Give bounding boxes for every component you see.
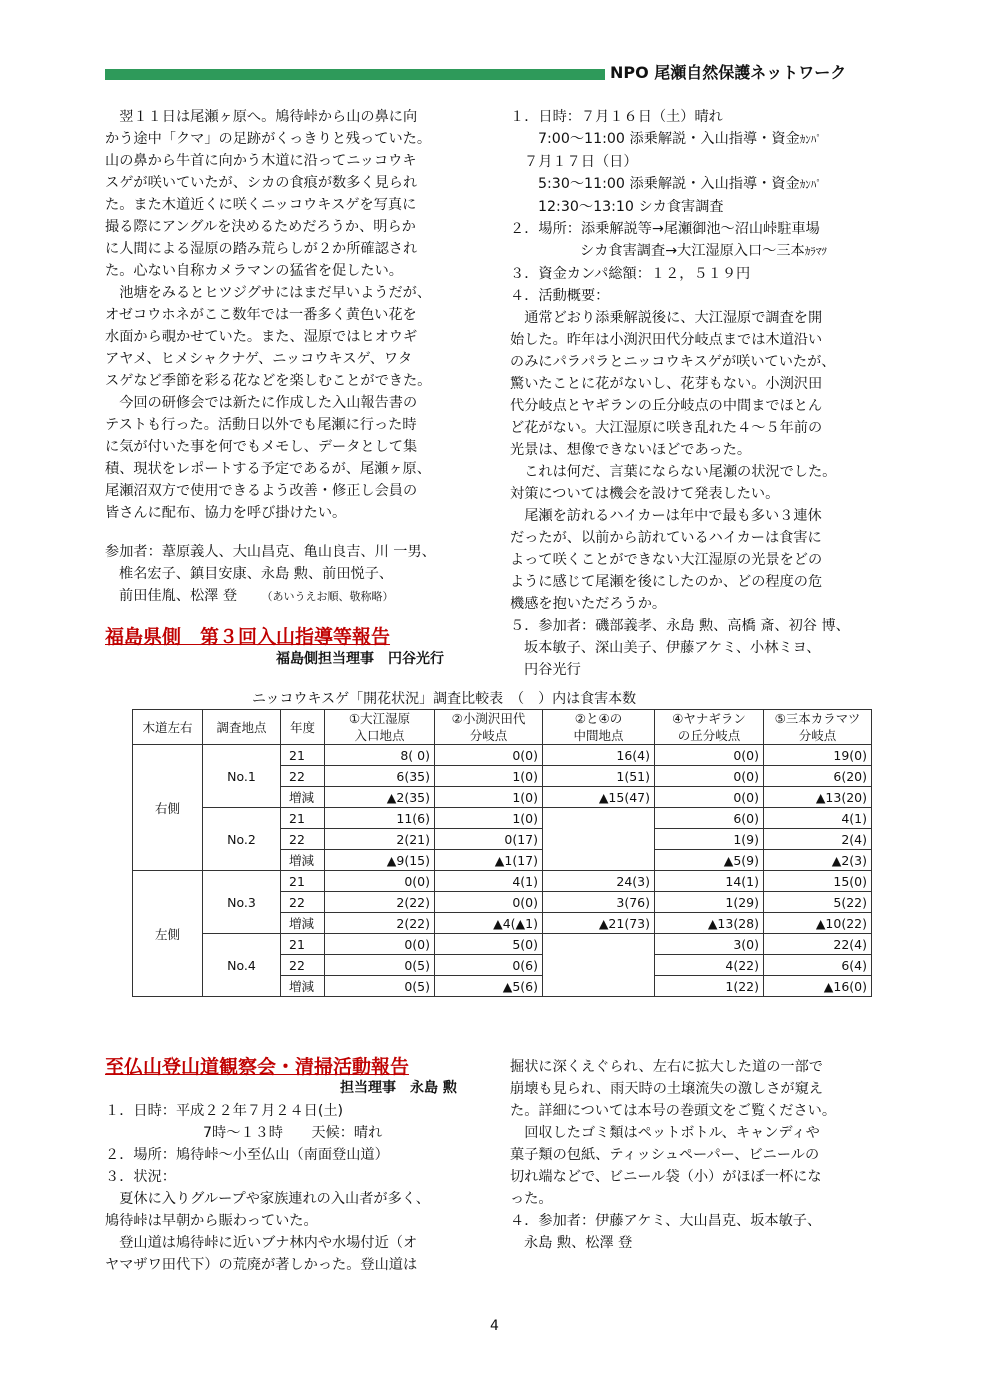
text-line: 翌１１日は尾瀬ヶ原へ。鳩待峠から山の鼻に向 — [105, 109, 418, 125]
value-cell: 0(6) — [435, 955, 543, 976]
fukushima-section-author: 福島側担当理事 円谷光行 — [276, 651, 444, 667]
text-line: これは何だ、言葉にならない尾瀬の状況でした。 — [510, 464, 837, 480]
shibutsu-section-title: 至仏山登山道観察会・清掃活動報告 — [105, 1056, 410, 1078]
point-cell: No.3 — [203, 871, 281, 934]
item-text: シカ食害調査→大江湿原入口～三本 — [580, 243, 805, 259]
text-line: た。心ない自称カメラマンの猛省を促したい。 — [105, 263, 403, 279]
value-cell: 1(29) — [655, 892, 764, 913]
header-line: ④ヤナギラン — [672, 711, 746, 726]
value-cell: 16(4) — [543, 745, 655, 766]
value-cell: 11(6) — [325, 808, 435, 829]
year-cell: 22 — [281, 766, 325, 787]
item-text: 7:00～11:00 添乗解説・入山指導・資金 — [538, 131, 800, 147]
value-cell: ▲16(0) — [764, 976, 872, 997]
value-cell: 3(0) — [655, 934, 764, 955]
item-summary: ４．活動概要： — [510, 288, 610, 304]
value-cell: 2(22) — [325, 913, 435, 934]
value-cell: ▲2(35) — [325, 787, 435, 808]
header-line: 中間地点 — [573, 728, 624, 743]
participants-line: 椎名宏子、鎮目安康、永島 勲、前田悦子、 — [119, 566, 394, 582]
value-cell: 0(17) — [435, 829, 543, 850]
value-cell: 1(51) — [543, 766, 655, 787]
year-cell: 増減 — [281, 976, 325, 997]
item-date: １．日時：平成２２年７月２４日(土) — [105, 1103, 344, 1119]
value-cell: 5(22) — [764, 892, 872, 913]
text-line: スゲなど季節を彩る花などを楽しむことができた。 — [105, 373, 432, 389]
text-line: 今回の研修会では新たに作成した入山報告書の — [105, 395, 418, 411]
page-number: 4 — [490, 1318, 499, 1334]
year-cell: 21 — [281, 808, 325, 829]
value-cell: 1(0) — [435, 808, 543, 829]
text-line: に人間による湿原の踏み荒らしが２か所確認され — [105, 241, 418, 257]
value-cell: 15(0) — [764, 871, 872, 892]
text-line: 掘状に深くえぐられ、左右に拡大した道の一部で — [510, 1059, 823, 1075]
participants-line: ４．参加者：伊藤アケミ、大山昌克、坂本敏子、 — [510, 1213, 822, 1229]
header-green-bar — [105, 69, 605, 80]
text-line: 機感を抱いただろうか。 — [510, 596, 667, 612]
text-line: 対策については機会を設けて発表したい。 — [510, 486, 780, 502]
value-cell: 19(0) — [764, 745, 872, 766]
value-cell: 2(4) — [764, 829, 872, 850]
value-cell: 8( 0) — [325, 745, 435, 766]
value-cell: 1(0) — [435, 766, 543, 787]
year-cell: 増減 — [281, 850, 325, 871]
value-cell: 22(4) — [764, 934, 872, 955]
value-cell: 6(20) — [764, 766, 872, 787]
participants-line: 永島 勲、松澤 登 — [524, 1235, 633, 1251]
header-line: 分岐点 — [798, 728, 837, 743]
value-cell: 1(9) — [655, 829, 764, 850]
text-line: 崩壊も見られ、雨天時の土壌流失の激しさが窺え — [510, 1081, 823, 1097]
value-cell: 0(5) — [325, 955, 435, 976]
participants-line: 円谷光行 — [524, 662, 581, 678]
value-cell: ▲4(▲1) — [435, 913, 543, 934]
side-cell-left: 左側 — [133, 871, 203, 997]
year-cell: 22 — [281, 892, 325, 913]
year-cell: 増減 — [281, 787, 325, 808]
value-cell: 0(0) — [655, 766, 764, 787]
text-line: テストも行った。活動日以外でも尾瀬に行った時 — [105, 417, 417, 433]
table-header-row — [133, 710, 872, 745]
value-cell: ▲5(6) — [435, 976, 543, 997]
value-cell: 0(0) — [435, 892, 543, 913]
header-line: の丘分岐点 — [677, 728, 741, 743]
point-cell: No.1 — [203, 745, 281, 808]
text-line: のみにパラパラとニッコウキスゲが咲いていたが、 — [510, 354, 836, 370]
header-line: ②小渕沢田代 — [451, 711, 526, 726]
value-cell: 3(76) — [543, 892, 655, 913]
text-line: ように感じて尾瀬を後にしたのか、どの程度の危 — [510, 574, 823, 590]
header-side: 木道左右 — [133, 710, 203, 745]
participants-note: （あいうえお順、敬称略） — [261, 590, 394, 603]
header-line: 入口地点 — [354, 728, 405, 743]
value-cell: 5(0) — [435, 934, 543, 955]
shibutsu-section-author: 担当理事 永島 勲 — [340, 1080, 457, 1096]
text-line: 驚いたことに花がないし、花芽もない。小渕沢田 — [510, 376, 823, 392]
text-line: かう途中「クマ」の足跡がくっきりと残っていた。 — [105, 131, 432, 147]
item-small: ｶﾝﾊﾟ — [799, 133, 822, 146]
table-title: ニッコウキスゲ「開花状況」調査比較表 （ ）内は食害本数 — [252, 691, 637, 707]
item-line — [510, 173, 850, 196]
item-place: ２．場所：添乗解説等→尾瀬御池～沼山峠駐車場 — [510, 221, 820, 237]
item-donation: ３．資金カンパ総額：１２，５１９円 — [510, 266, 751, 282]
survey-table — [132, 709, 872, 997]
text-line: 水面から覗かせていた。また、湿原ではヒオウギ — [105, 329, 418, 345]
text-line: だったが、以前から訪れているハイカーは食害に — [510, 530, 822, 546]
value-cell: ▲13(20) — [764, 787, 872, 808]
participants-line: 参加者：葦原義人、大山昌克、亀山良吉、川 一男、 — [105, 544, 436, 560]
header-c5 — [764, 710, 872, 745]
header-c3 — [543, 710, 655, 745]
value-cell: 6(35) — [325, 766, 435, 787]
text-line: 回収したゴミ類はペットボトル、キャンディや — [510, 1125, 820, 1141]
value-cell: 0(0) — [325, 871, 435, 892]
value-cell: ▲9(15) — [325, 850, 435, 871]
item-line: 12:30～13:10 シカ食害調査 — [538, 199, 724, 215]
table-row — [133, 871, 872, 892]
year-cell: 増減 — [281, 913, 325, 934]
participants-line: 坂本敏子、深山美子、伊藤アケミ、小林ミヨ、 — [524, 640, 821, 656]
value-cell: 0(5) — [325, 976, 435, 997]
header-c4 — [655, 710, 764, 745]
text-line: 登山道は鳩待峠に近いブナ林内や水場付近（オ — [105, 1235, 418, 1251]
text-line: ヤマザワ田代下）の荒廃が著しかった。登山道は — [105, 1257, 418, 1273]
value-cell: 4(1) — [764, 808, 872, 829]
value-cell: 4(22) — [655, 955, 764, 976]
value-cell: ▲10(22) — [764, 913, 872, 934]
value-cell: 0(0) — [435, 745, 543, 766]
value-cell: 24(3) — [543, 871, 655, 892]
point-cell: No.2 — [203, 808, 281, 871]
text-line: 積、現状をレポートする予定であるが、尾瀬ヶ原、 — [105, 461, 431, 477]
value-cell: 0(0) — [655, 745, 764, 766]
year-cell: 21 — [281, 934, 325, 955]
text-line: 尾瀬沼双方で使用できるよう改善・修正し会員の — [105, 483, 418, 499]
header-c1 — [325, 710, 435, 745]
participants-line — [105, 585, 436, 608]
text-line: った。 — [510, 1191, 553, 1207]
value-cell: 4(1) — [435, 871, 543, 892]
value-cell: 6(0) — [655, 808, 764, 829]
side-cell-right: 右側 — [133, 745, 203, 871]
text-line: アヤメ、ヒメシャクナゲ、ニッコウキスゲ、ワタ — [105, 351, 413, 367]
text-line: 山の鼻から牛首に向かう木道に沿ってニッコウキ — [105, 153, 417, 169]
value-cell: ▲1(17) — [435, 850, 543, 871]
year-cell: 22 — [281, 829, 325, 850]
year-cell: 21 — [281, 871, 325, 892]
text-line: 光景は、想像できないほどであった。 — [510, 442, 752, 458]
value-cell: ▲2(3) — [764, 850, 872, 871]
text-line: 撮る際にアングルを決めるためだろうか、明らか — [105, 219, 416, 235]
left-top-text — [105, 106, 431, 524]
value-cell: 0(0) — [655, 787, 764, 808]
text-line: 夏休に入りグループや家族連れの入山者が多く、 — [105, 1191, 430, 1207]
value-cell: ▲5(9) — [655, 850, 764, 871]
text-line: 池塘をみるとヒツジグサにはまだ早いようだが、 — [105, 285, 432, 301]
value-cell: 6(4) — [764, 955, 872, 976]
bottom-right-text — [510, 1056, 836, 1254]
header-year: 年度 — [281, 710, 325, 745]
fukushima-section-title: 福島県側 第３回入山指導等報告 — [105, 626, 391, 648]
item-line — [510, 128, 850, 151]
item-place: ２．場所：鳩待峠～小至仏山（南面登山道） — [105, 1147, 389, 1163]
text-line: 代分岐点とヤギランの丘分岐点の中間までほとん — [510, 398, 823, 414]
header-point: 調査地点 — [203, 710, 281, 745]
participants-line: ５．参加者：磯部義孝、永島 勲、高橋 斎、初谷 博、 — [510, 618, 850, 634]
item-status: ３．状況： — [105, 1169, 176, 1185]
item-line — [510, 240, 850, 263]
value-cell: ▲21(73) — [543, 913, 655, 934]
text-line: ど花がない。大江湿原に咲き乱れた４～５年前の — [510, 420, 823, 436]
text-line: オゼコウホネがここ数年では一番多く黄色い花を — [105, 307, 417, 323]
text-line: よって咲くことができない大江湿原の光景をどの — [510, 552, 823, 568]
empty-cell — [543, 934, 655, 997]
value-cell: 14(1) — [655, 871, 764, 892]
text-line: 通常どおり添乗解説後に、大江湿原で調査を開 — [510, 310, 823, 326]
header-line: ②と④の — [574, 711, 623, 726]
value-cell: ▲15(47) — [543, 787, 655, 808]
header-line: 分岐点 — [469, 728, 508, 743]
header-title: NPO 尾瀬自然保護ネットワーク — [610, 63, 847, 82]
point-cell: No.4 — [203, 934, 281, 997]
year-cell: 22 — [281, 955, 325, 976]
value-cell: 2(21) — [325, 829, 435, 850]
empty-cell — [543, 808, 655, 871]
value-cell: 0(0) — [325, 934, 435, 955]
header-line: ①大江湿原 — [348, 711, 411, 726]
text-line: た。詳細については本号の巻頭文をご覧ください。 — [510, 1103, 837, 1119]
bottom-left-text — [105, 1100, 430, 1276]
text-line: スゲが咲いていたが、シカの食痕が数多く見られ — [105, 175, 418, 191]
text-line: 鳩待峠は早朝から賑わっていた。 — [105, 1213, 318, 1229]
value-cell: 2(22) — [325, 892, 435, 913]
item-date: １．日時：７月１６日（土）晴れ — [510, 109, 723, 125]
table-row — [133, 808, 872, 829]
value-cell: ▲13(28) — [655, 913, 764, 934]
item-text: 5:30～11:00 添乗解説・入山指導・資金 — [538, 176, 800, 192]
table-row — [133, 934, 872, 955]
year-cell: 21 — [281, 745, 325, 766]
participants-block — [105, 541, 436, 608]
table-row — [133, 745, 872, 766]
text-line: 皆さんに配布、協力を呼び掛けたい。 — [105, 505, 347, 521]
text-line: に気が付いた事を何でもメモし、データとして集 — [105, 439, 418, 455]
participants-names: 前田佳胤、松澤 登 — [119, 588, 238, 604]
item-small: ｶﾗﾏﾂ — [804, 245, 827, 258]
right-top-text — [510, 106, 850, 681]
item-line: 7時～１３時 天候：晴れ — [203, 1125, 383, 1141]
text-line: 尾瀬を訪れるハイカーは年中で最も多い３連休 — [510, 508, 822, 524]
item-small: ｶﾝﾊﾟ — [799, 178, 822, 191]
value-cell: 1(22) — [655, 976, 764, 997]
text-line: 始した。昨年は小渕沢田代分岐点までは木道沿い — [510, 332, 823, 348]
text-line: 切れ端などで、ビニール袋（小）がほぼ一杯にな — [510, 1169, 822, 1185]
text-line: 菓子類の包紙、ティッシュペーパー、ビニールの — [510, 1147, 820, 1163]
item-line: ７月１７日（日） — [524, 154, 638, 170]
header-line: ⑤三本カラマツ — [774, 711, 861, 726]
text-line: た。また木道近くに咲くニッコウキスゲを写真に — [105, 197, 417, 213]
value-cell: 1(0) — [435, 787, 543, 808]
header-c2 — [435, 710, 543, 745]
